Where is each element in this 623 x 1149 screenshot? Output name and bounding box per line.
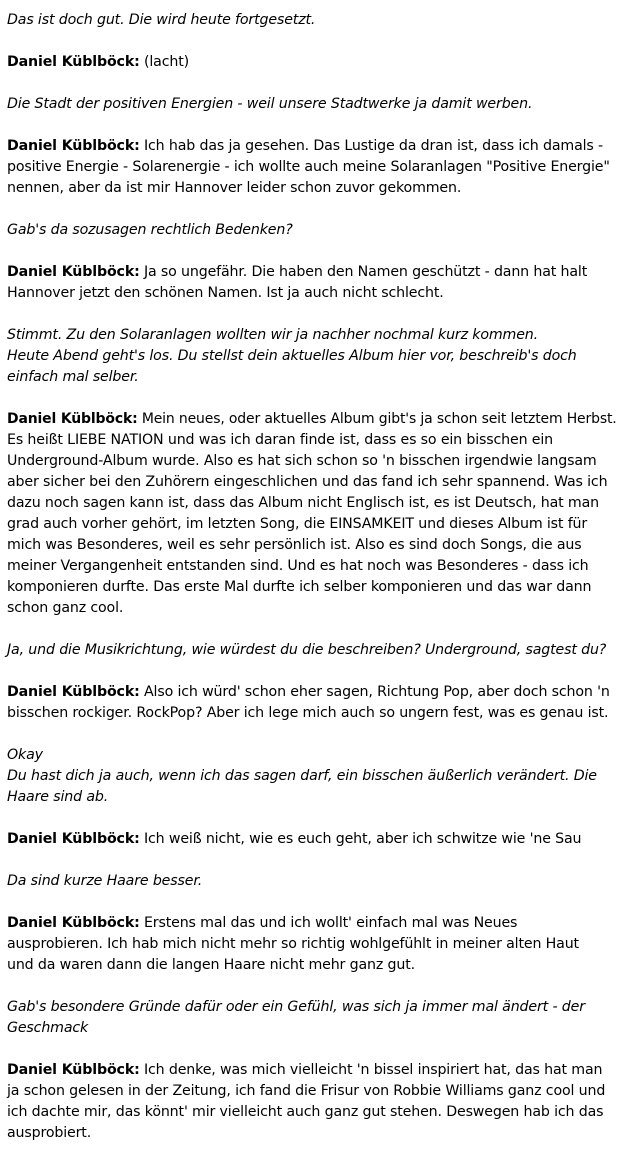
text-line <box>7 766 614 787</box>
text-line <box>7 682 614 703</box>
text-line <box>7 52 614 73</box>
text-line <box>7 829 614 850</box>
speaker-name: Daniel Küblböck: <box>7 264 140 280</box>
line-text: Erstens mal das und ich wollt' einfach mal was Neues <box>139 915 518 931</box>
line-text: mich was Besonderes, weil es sehr persönlich ist. Also es sind doch Songs, die aus <box>7 537 582 553</box>
line-text: Gab's besondere Gründe dafür oder ein Gefühl, was sich ja immer mal ändert - der <box>7 999 585 1015</box>
line-text: grad auch vorher gehört, im letzten Song, die EINSAMKEIT und dieses Album ist für <box>7 516 588 532</box>
line-text: Ich hab das ja gesehen. Das Lustige da dran ist, dass ich damals - <box>139 138 603 154</box>
speaker-name: Daniel Küblböck: <box>7 54 140 70</box>
speaker-answer <box>7 913 614 976</box>
line-text: ausprobiert. <box>7 1125 92 1141</box>
text-line <box>7 178 614 199</box>
line-text: Heute Abend geht's los. Du stellst dein aktuelles Album hier vor, beschreib's doch <box>7 348 577 364</box>
text-line <box>7 1081 614 1102</box>
speaker-answer <box>7 262 614 304</box>
line-text: komponieren durfte. Das erste Mal durfte ich selber komponieren und das war dann <box>7 579 592 595</box>
speaker-answer <box>7 409 617 619</box>
line-text: Geschmack <box>7 1020 89 1036</box>
line-text: Haare sind ab. <box>7 789 109 805</box>
line-text: meiner Vergangenheit entstanden sind. Und es hat noch was Besonderes - dass ich <box>7 558 589 574</box>
text-line <box>7 325 614 346</box>
line-text: einfach mal selber. <box>7 369 139 385</box>
text-line <box>7 535 614 556</box>
text-line <box>7 514 614 535</box>
text-line <box>7 934 614 955</box>
text-line <box>7 745 614 766</box>
text-line <box>7 703 614 724</box>
text-line <box>7 1018 614 1039</box>
speaker-name: Daniel Küblböck: <box>7 411 138 427</box>
line-text: Die Stadt der positiven Energien - weil unsere Stadtwerke ja damit werben. <box>7 96 533 112</box>
interviewer-question <box>7 220 614 241</box>
line-text: Hannover jetzt den schönen Namen. Ist ja auch nicht schlecht. <box>7 285 444 301</box>
text-line <box>7 472 614 493</box>
speaker-name: Daniel Küblböck: <box>7 684 140 700</box>
text-line <box>7 136 614 157</box>
line-text: bisschen rockiger. RockPop? Aber ich lege mich auch so ungern fest, was es genau ist. <box>7 705 609 721</box>
speaker-name: Daniel Küblböck: <box>7 138 140 154</box>
line-text: Ich weiß nicht, wie es euch geht, aber ich schwitze wie 'ne Sau <box>139 831 582 847</box>
text-line <box>7 787 614 808</box>
interviewer-question <box>7 640 614 661</box>
line-text: ja schon gelesen in der Zeitung, ich fand die Frisur von Robbie Williams ganz cool und <box>7 1083 606 1099</box>
text-line <box>7 1102 614 1123</box>
text-line <box>7 157 614 178</box>
line-text: ausprobieren. Ich hab mich nicht mehr so richtig wohlgefühlt in meiner alten Haut <box>7 936 579 952</box>
interviewer-question <box>7 871 614 892</box>
text-line <box>7 409 617 430</box>
text-line <box>7 430 614 451</box>
line-text: Ich denke, was mich vielleicht 'n bissel inspiriert hat, das hat man <box>139 1062 603 1078</box>
text-line <box>7 283 614 304</box>
speaker-answer <box>7 829 614 850</box>
line-text: positive Energie - Solarenergie - ich wollte auch meine Solaranlagen "Positive Energie" <box>7 159 610 175</box>
speaker-answer <box>7 682 614 724</box>
speaker-name: Daniel Küblböck: <box>7 831 140 847</box>
speaker-answer <box>7 52 614 73</box>
line-text: aber sicher bei den Zuhörern eingeschlichen und das fand ich sehr spannend. Was ich <box>7 474 608 490</box>
line-text: Das ist doch gut. Die wird heute fortgesetzt. <box>7 12 316 28</box>
interviewer-question <box>7 745 614 808</box>
text-line <box>7 493 614 514</box>
line-text: Du hast dich ja auch, wenn ich das sagen darf, ein bisschen äußerlich verändert. Die <box>7 768 597 784</box>
line-text: und da waren dann die langen Haare nicht mehr ganz gut. <box>7 957 415 973</box>
line-text: dazu noch sagen kann ist, dass das Album nicht Englisch ist, es ist Deutsch, hat man <box>7 495 599 511</box>
text-line <box>7 94 614 115</box>
line-text: Underground-Album wurde. Also es hat sich schon so 'n bisschen irgendwie langsam <box>7 453 597 469</box>
text-line <box>7 556 614 577</box>
text-line <box>7 451 614 472</box>
text-line <box>7 598 614 619</box>
line-text: Es heißt LIEBE NATION und was ich daran finde ist, dass es so ein bisschen ein <box>7 432 554 448</box>
speaker-answer <box>7 1060 614 1144</box>
line-text: (lacht) <box>139 54 189 70</box>
interviewer-question <box>7 325 614 388</box>
text-line <box>7 871 614 892</box>
line-text: Da sind kurze Haare besser. <box>7 873 203 889</box>
text-line <box>7 367 614 388</box>
text-line <box>7 577 614 598</box>
line-text: ich dachte mir, das könnt' mir vielleicht auch ganz gut stehen. Deswegen hab ich das <box>7 1104 604 1120</box>
text-line <box>7 220 614 241</box>
text-line <box>7 346 614 367</box>
line-text: Mein neues, oder aktuelles Album gibt's ja schon seit letztem Herbst. <box>137 411 617 427</box>
line-text: Gab's da sozusagen rechtlich Bedenken? <box>7 222 293 238</box>
line-text: Okay <box>7 747 43 763</box>
interviewer-question <box>7 10 614 31</box>
text-line <box>7 913 614 934</box>
text-line <box>7 640 614 661</box>
line-text: Ja, und die Musikrichtung, wie würdest du die beschreiben? Underground, sagtest du? <box>7 642 607 658</box>
speaker-name: Daniel Küblböck: <box>7 915 140 931</box>
text-line <box>7 955 614 976</box>
interviewer-question <box>7 94 614 115</box>
interviewer-question <box>7 997 614 1039</box>
text-line <box>7 1123 614 1144</box>
line-text: Also ich würd' schon eher sagen, Richtung Pop, aber doch schon 'n <box>139 684 610 700</box>
text-line <box>7 262 614 283</box>
line-text: Ja so ungefähr. Die haben den Namen geschützt - dann hat halt <box>139 264 588 280</box>
line-text: nennen, aber da ist mir Hannover leider schon zuvor gekommen. <box>7 180 462 196</box>
speaker-answer <box>7 136 614 199</box>
text-line <box>7 10 614 31</box>
text-line <box>7 1060 614 1081</box>
line-text: schon ganz cool. <box>7 600 124 616</box>
speaker-name: Daniel Küblböck: <box>7 1062 140 1078</box>
text-line <box>7 997 614 1018</box>
line-text: Stimmt. Zu den Solaranlagen wollten wir ja nachher nochmal kurz kommen. <box>7 327 538 343</box>
